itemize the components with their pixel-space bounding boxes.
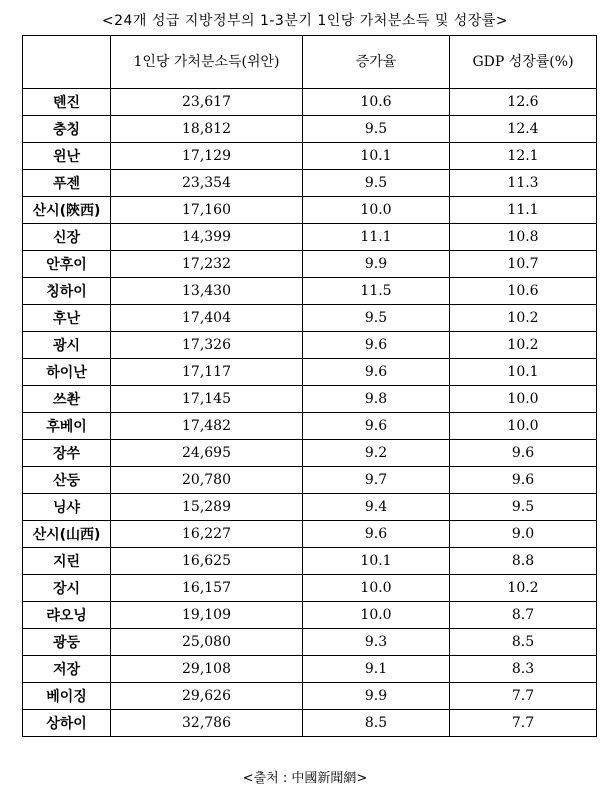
gdp-growth-cell: 9.5 [450,494,597,521]
income-cell: 17,145 [111,386,303,413]
income-growth-table [22,35,597,737]
income-cell: 18,812 [111,116,303,143]
table-row [23,143,597,170]
table-row [23,386,597,413]
region-cell: 안후이 [23,251,111,278]
gdp-growth-cell: 7.7 [450,683,597,710]
gdp-growth-cell: 11.3 [450,170,597,197]
header-increase-rate: 증가율 [303,36,450,89]
increase-rate-cell: 9.2 [303,440,450,467]
table-row [23,332,597,359]
table-row [23,413,597,440]
increase-rate-cell: 9.6 [303,521,450,548]
income-cell: 14,399 [111,224,303,251]
table-row [23,197,597,224]
region-cell: 랴오닝 [23,602,111,629]
gdp-growth-cell: 11.1 [450,197,597,224]
gdp-growth-cell: 9.0 [450,521,597,548]
source-note: <출처 : 中國新聞網> [242,771,368,786]
gdp-growth-cell: 8.3 [450,656,597,683]
table-row [23,494,597,521]
table-row [23,89,597,116]
region-cell: 칭하이 [23,278,111,305]
income-cell: 25,080 [111,629,303,656]
increase-rate-cell: 10.0 [303,197,450,224]
gdp-growth-cell: 10.0 [450,386,597,413]
income-cell: 24,695 [111,440,303,467]
region-cell: 하이난 [23,359,111,386]
table-row [23,521,597,548]
region-cell: 후난 [23,305,111,332]
increase-rate-cell: 9.6 [303,332,450,359]
header-gdp-growth: GDP 성장률(%) [450,36,597,89]
header-row [23,36,597,89]
table-row [23,710,597,737]
increase-rate-cell: 8.5 [303,710,450,737]
table-row [23,440,597,467]
increase-rate-cell: 9.7 [303,467,450,494]
gdp-growth-cell: 9.6 [450,440,597,467]
table-row [23,548,597,575]
table-row [23,629,597,656]
income-cell: 17,160 [111,197,303,224]
region-cell: 저장 [23,656,111,683]
increase-rate-cell: 11.1 [303,224,450,251]
gdp-growth-cell: 12.6 [450,89,597,116]
income-cell: 15,289 [111,494,303,521]
income-cell: 19,109 [111,602,303,629]
increase-rate-cell: 9.6 [303,413,450,440]
increase-rate-cell: 9.8 [303,386,450,413]
table-row [23,251,597,278]
region-cell: 장쑤 [23,440,111,467]
table-row [23,602,597,629]
increase-rate-cell: 9.9 [303,683,450,710]
region-cell: 신장 [23,224,111,251]
region-cell: 톈진 [23,89,111,116]
table-row [23,656,597,683]
region-cell: 산시(山西) [23,521,111,548]
income-cell: 16,227 [111,521,303,548]
increase-rate-cell: 9.4 [303,494,450,521]
table-title: <24개 성급 지방정부의 1-3분기 1인당 가처분소득 및 성장률> [101,13,509,29]
region-cell: 광시 [23,332,111,359]
table-row [23,116,597,143]
region-cell: 닝샤 [23,494,111,521]
region-cell: 충칭 [23,116,111,143]
table-row [23,683,597,710]
income-cell: 17,232 [111,251,303,278]
income-cell: 29,626 [111,683,303,710]
table-row [23,575,597,602]
income-cell: 32,786 [111,710,303,737]
increase-rate-cell: 9.1 [303,656,450,683]
gdp-growth-cell: 10.7 [450,251,597,278]
gdp-growth-cell: 8.5 [450,629,597,656]
table-row [23,467,597,494]
increase-rate-cell: 9.5 [303,116,450,143]
header-disposable-income: 1인당 가처분소득(위안) [111,36,303,89]
header-region [23,36,111,89]
increase-rate-cell: 9.9 [303,251,450,278]
region-cell: 산시(陝西) [23,197,111,224]
region-cell: 쓰촨 [23,386,111,413]
increase-rate-cell: 11.5 [303,278,450,305]
income-cell: 20,780 [111,467,303,494]
increase-rate-cell: 9.3 [303,629,450,656]
increase-rate-cell: 10.0 [303,575,450,602]
region-cell: 상하이 [23,710,111,737]
income-cell: 17,482 [111,413,303,440]
income-cell: 16,157 [111,575,303,602]
increase-rate-cell: 10.1 [303,548,450,575]
gdp-growth-cell: 10.2 [450,305,597,332]
gdp-growth-cell: 10.2 [450,575,597,602]
gdp-growth-cell: 10.6 [450,278,597,305]
gdp-growth-cell: 12.4 [450,116,597,143]
gdp-growth-cell: 8.7 [450,602,597,629]
gdp-growth-cell: 10.1 [450,359,597,386]
income-cell: 23,617 [111,89,303,116]
income-cell: 29,108 [111,656,303,683]
gdp-growth-cell: 10.2 [450,332,597,359]
increase-rate-cell: 9.5 [303,170,450,197]
income-cell: 17,129 [111,143,303,170]
region-cell: 베이징 [23,683,111,710]
gdp-growth-cell: 8.8 [450,548,597,575]
gdp-growth-cell: 9.6 [450,467,597,494]
region-cell: 후베이 [23,413,111,440]
region-cell: 지린 [23,548,111,575]
region-cell: 장시 [23,575,111,602]
region-cell: 윈난 [23,143,111,170]
gdp-growth-cell: 12.1 [450,143,597,170]
income-cell: 17,404 [111,305,303,332]
increase-rate-cell: 9.6 [303,359,450,386]
income-cell: 23,354 [111,170,303,197]
increase-rate-cell: 9.5 [303,305,450,332]
region-cell: 산둥 [23,467,111,494]
region-cell: 푸젠 [23,170,111,197]
table-row [23,359,597,386]
income-cell: 17,117 [111,359,303,386]
table-row [23,305,597,332]
table-row [23,170,597,197]
increase-rate-cell: 10.0 [303,602,450,629]
gdp-growth-cell: 10.8 [450,224,597,251]
region-cell: 광둥 [23,629,111,656]
table-row [23,278,597,305]
income-cell: 17,326 [111,332,303,359]
increase-rate-cell: 10.1 [303,143,450,170]
income-cell: 16,625 [111,548,303,575]
income-cell: 13,430 [111,278,303,305]
increase-rate-cell: 10.6 [303,89,450,116]
gdp-growth-cell: 7.7 [450,710,597,737]
gdp-growth-cell: 10.0 [450,413,597,440]
table-row [23,224,597,251]
